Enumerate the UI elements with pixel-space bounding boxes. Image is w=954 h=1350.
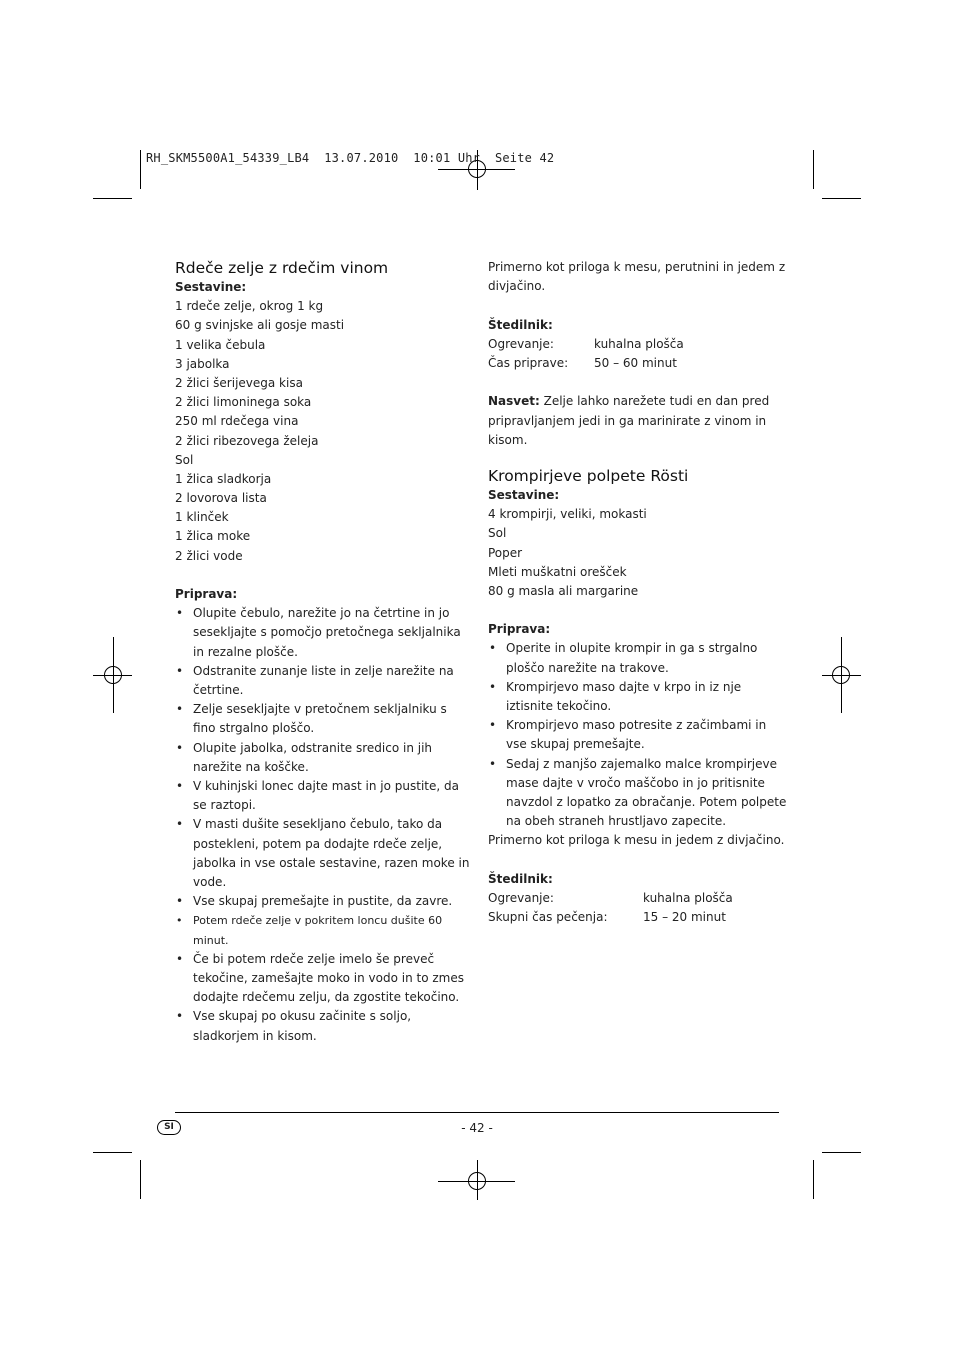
serving-note: Primerno kot priloga k mesu in jedem z divjačino. (488, 833, 785, 848)
ingredient-item: 4 krompirji, veliki, mokasti (488, 507, 647, 522)
stove-key: Ogrevanje: (488, 891, 554, 906)
left-column (175, 258, 470, 1046)
preparation-label: Priprava: (175, 587, 238, 601)
stove-value: 15 – 20 minut (643, 910, 726, 925)
right-column (488, 258, 788, 927)
ingredient-item: Sol (488, 526, 507, 541)
page-number: - 42 - (461, 1121, 493, 1135)
stove-label: Štedilnik: (488, 871, 553, 886)
crop-mark (140, 1160, 141, 1199)
stove-row (488, 889, 788, 908)
registration-circle (832, 666, 850, 684)
step-item: • Če bi potem rdeče zelje imelo še preveč tekočine, zamešajte moko in vodo in to zmes dodajte rdečemu zelju, da zgostite tekočino. (175, 950, 470, 1008)
recipe-title: Rdeče zelje z rdečim vinom (175, 259, 389, 277)
preparation-steps (175, 604, 470, 1046)
preparation-steps (488, 639, 788, 831)
language-badge: SI (157, 1120, 181, 1135)
ingredient-item: 250 ml rdečega vina (175, 414, 299, 429)
crop-mark (93, 198, 132, 199)
crop-mark (822, 198, 861, 199)
stove-label: Štedilnik: (488, 317, 553, 332)
preparation-label: Priprava: (488, 622, 551, 637)
ingredient-item: 1 žlica sladkorja (175, 471, 272, 486)
step-item: • V masti dušite sesekljano čebulo, tako da postekleni, potem pa dodajte rdeče zelje, jabolka in vse ostale sestavine, razen moke in vode. (175, 815, 470, 892)
ingredient-item: 3 jabolka (175, 356, 230, 371)
stove-key: Skupni čas pečenja: (488, 910, 608, 925)
registration-circle (468, 1172, 486, 1190)
print-slug: RH_SKM5500A1_54339_LB4 13.07.2010 10:01 Uhr Seite 42 (146, 151, 555, 165)
step-item: • Vse skupaj premešajte in pustite, da zavre. (175, 892, 470, 911)
ingredients-list (175, 297, 470, 566)
stove-row (488, 335, 788, 354)
step-item: • Krompirjevo maso potresite z začimbami in vse skupaj premešajte. (488, 716, 788, 754)
step-item: • Potem rdeče zelje v pokritem loncu dušite 60 minut. (175, 911, 470, 949)
ingredient-item: 1 rdeče zelje, okrog 1 kg (175, 299, 324, 314)
ingredient-item: 1 klinček (175, 510, 229, 525)
footer-rule (175, 1112, 779, 1113)
ingredients-label: Sestavine: (175, 280, 247, 294)
recipe-title: Krompirjeve polpete Rösti (488, 466, 689, 485)
ingredient-item: 1 žlica moke (175, 529, 251, 544)
crop-mark (93, 1152, 132, 1153)
ingredient-item: 2 žlici vode (175, 548, 243, 563)
ingredient-item: 2 žlici limoninega soka (175, 395, 312, 410)
stove-value: 50 – 60 minut (594, 355, 677, 370)
ingredient-item: Mleti muškatni orešček (488, 564, 627, 579)
ingredient-item: 2 lovorova lista (175, 491, 267, 506)
ingredient-item: Poper (488, 545, 523, 560)
ingredient-item: 80 g masla ali margarine (488, 583, 639, 598)
step-item: • Olupite jabolka, odstranite sredico in jih narežite na koščke. (175, 739, 470, 777)
step-item: • Odstranite zunanje liste in zelje narežite na četrtine. (175, 662, 470, 700)
crop-mark (822, 1152, 861, 1153)
step-item: • Vse skupaj po okusu začinite s soljo, sladkorjem in kisom. (175, 1007, 470, 1045)
step-item: • Zelje sesekljajte v pretočnem sekljalniku s fino strgalno ploščo. (175, 700, 470, 738)
crop-mark (813, 150, 814, 189)
tip-paragraph (488, 392, 788, 450)
stove-value: kuhalna plošča (594, 336, 684, 351)
ingredient-item: 60 g svinjske ali gosje masti (175, 318, 345, 333)
registration-circle (104, 666, 122, 684)
stove-key: Čas priprave: (488, 355, 569, 370)
step-item: • Olupite čebulo, narežite jo na četrtine in jo sesekljajte s pomočjo pretočnega sekljalnika in rezalne plošče. (175, 604, 470, 662)
ingredient-item: 2 žlici ribezovega želeja (175, 433, 319, 448)
stove-value: kuhalna plošča (643, 891, 733, 906)
stove-key: Ogrevanje: (488, 336, 554, 351)
ingredient-item: 2 žlici šerijevega kisa (175, 375, 303, 390)
ingredient-item: Sol (175, 452, 194, 467)
stove-row (488, 354, 788, 373)
crop-mark (813, 1160, 814, 1199)
step-item: • Operite in olupite krompir in ga s strgalno ploščo narežite na trakove. (488, 639, 788, 677)
ingredients-label: Sestavine: (488, 487, 560, 502)
stove-row (488, 908, 788, 927)
ingredients-list (488, 505, 788, 601)
step-item: • Krompirjevo maso dajte v krpo in iz nje iztisnite tekočino. (488, 678, 788, 716)
crop-mark (140, 150, 141, 189)
tip-label: Nasvet: (488, 394, 540, 409)
ingredient-item: 1 velika čebula (175, 337, 266, 352)
serving-note: Primerno kot priloga k mesu, perutnini in jedem z divjačino. (488, 260, 786, 294)
step-item: • Sedaj z manjšo zajemalko malce krompirjeve mase dajte v vročo maščobo in jo pritisnite navzdol z lopatko za obračanje. Potem polpete na obeh straneh hrustljavo zapecite. (488, 755, 788, 832)
tip-text: Zelje lahko narežete tudi en dan pred pripravljanjem jedi in ga marinirate z vinom in kisom. (488, 394, 770, 447)
step-item: • V kuhinjski lonec dajte mast in jo pustite, da se raztopi. (175, 777, 470, 815)
